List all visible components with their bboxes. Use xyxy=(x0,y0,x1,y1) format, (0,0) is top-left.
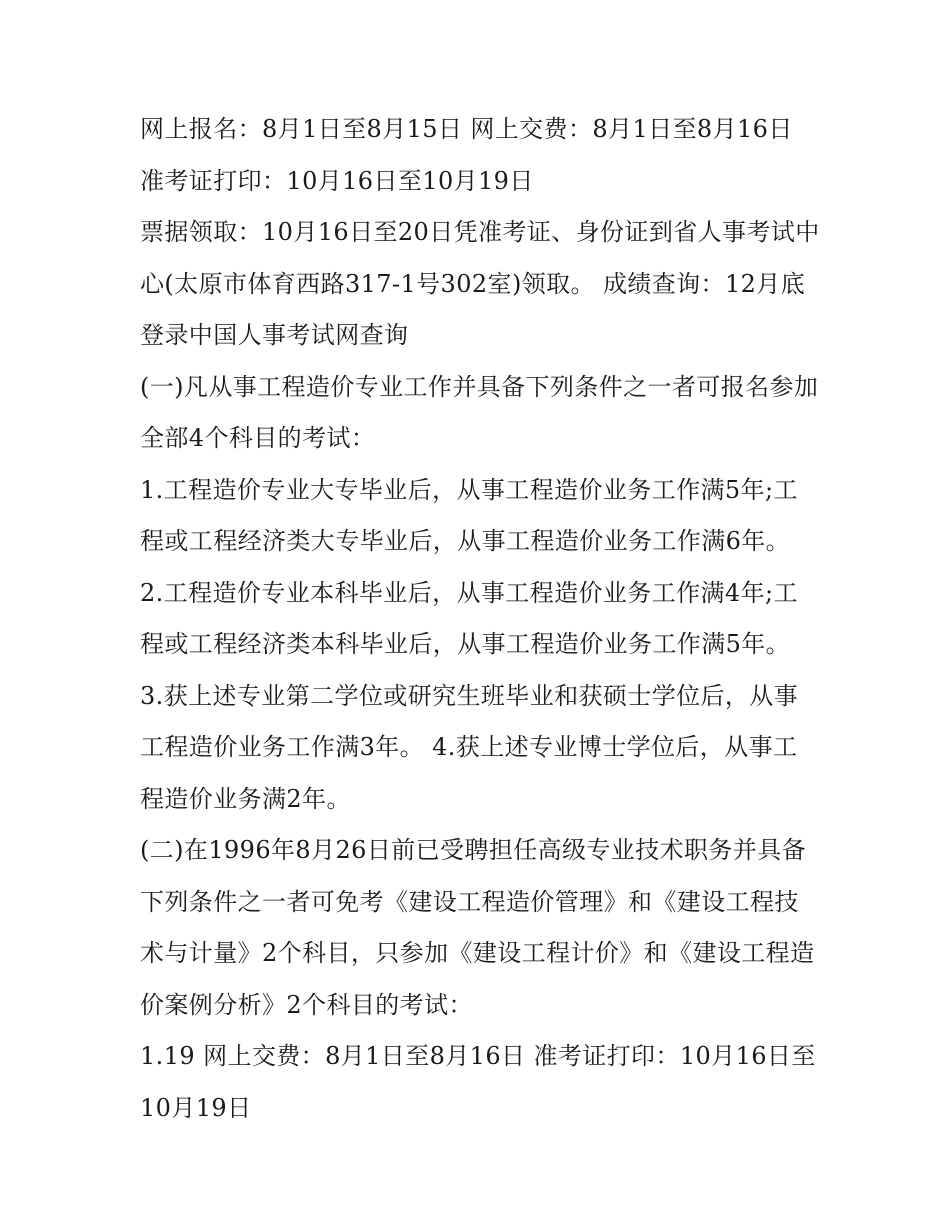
paragraph-condition-two: (二)在1996年8月26日前已受聘担任高级专业技术职务并具备下列条件之一者可免考《建设工程造价管理》和《建设工程技术与计量》2个科目，只参加《建设工程计价》和《建设工程造价案例分析》2个科目的考试： xyxy=(140,836,815,1019)
paragraph-item-1: 1.工程造价专业大专毕业后，从事工程造价业务工作满5年;工程或工程经济类大专毕业后，从事工程造价业务工作满6年。 xyxy=(140,475,798,555)
paragraph-receipt-and-score: 票据领取：10月16日至20日凭准考证、身份证到省人事考试中心(太原市体育西路317-1号302室)领取。 成绩查询：12月底登录中国人事考试网查询 xyxy=(140,218,820,349)
document-body xyxy=(140,104,820,1134)
paragraph-item-3-4: 3.获上述专业第二学位或研究生班毕业和获硕士学位后，从事工程造价业务工作满3年。 4.获上述专业博士学位后，从事工程造价业务满2年。 xyxy=(140,681,799,813)
paragraph-registration-dates: 网上报名：8月1日至8月15日 网上交费：8月1日至8月16日 准考证打印：10月16日至10月19日 xyxy=(140,115,793,195)
paragraph-item-2: 2.工程造价专业本科毕业后，从事工程造价业务工作满4年;工程或工程经济类本科毕业后，从事工程造价业务工作满5年。 xyxy=(140,578,798,658)
paragraph-item-1-19: 1.19 网上交费：8月1日至8月16日 准考证打印：10月16日至10月19日 xyxy=(140,1042,816,1122)
paragraph-condition-one: (一)凡从事工程造价专业工作并具备下列条件之一者可报名参加全部4个科目的考试： xyxy=(140,372,819,452)
